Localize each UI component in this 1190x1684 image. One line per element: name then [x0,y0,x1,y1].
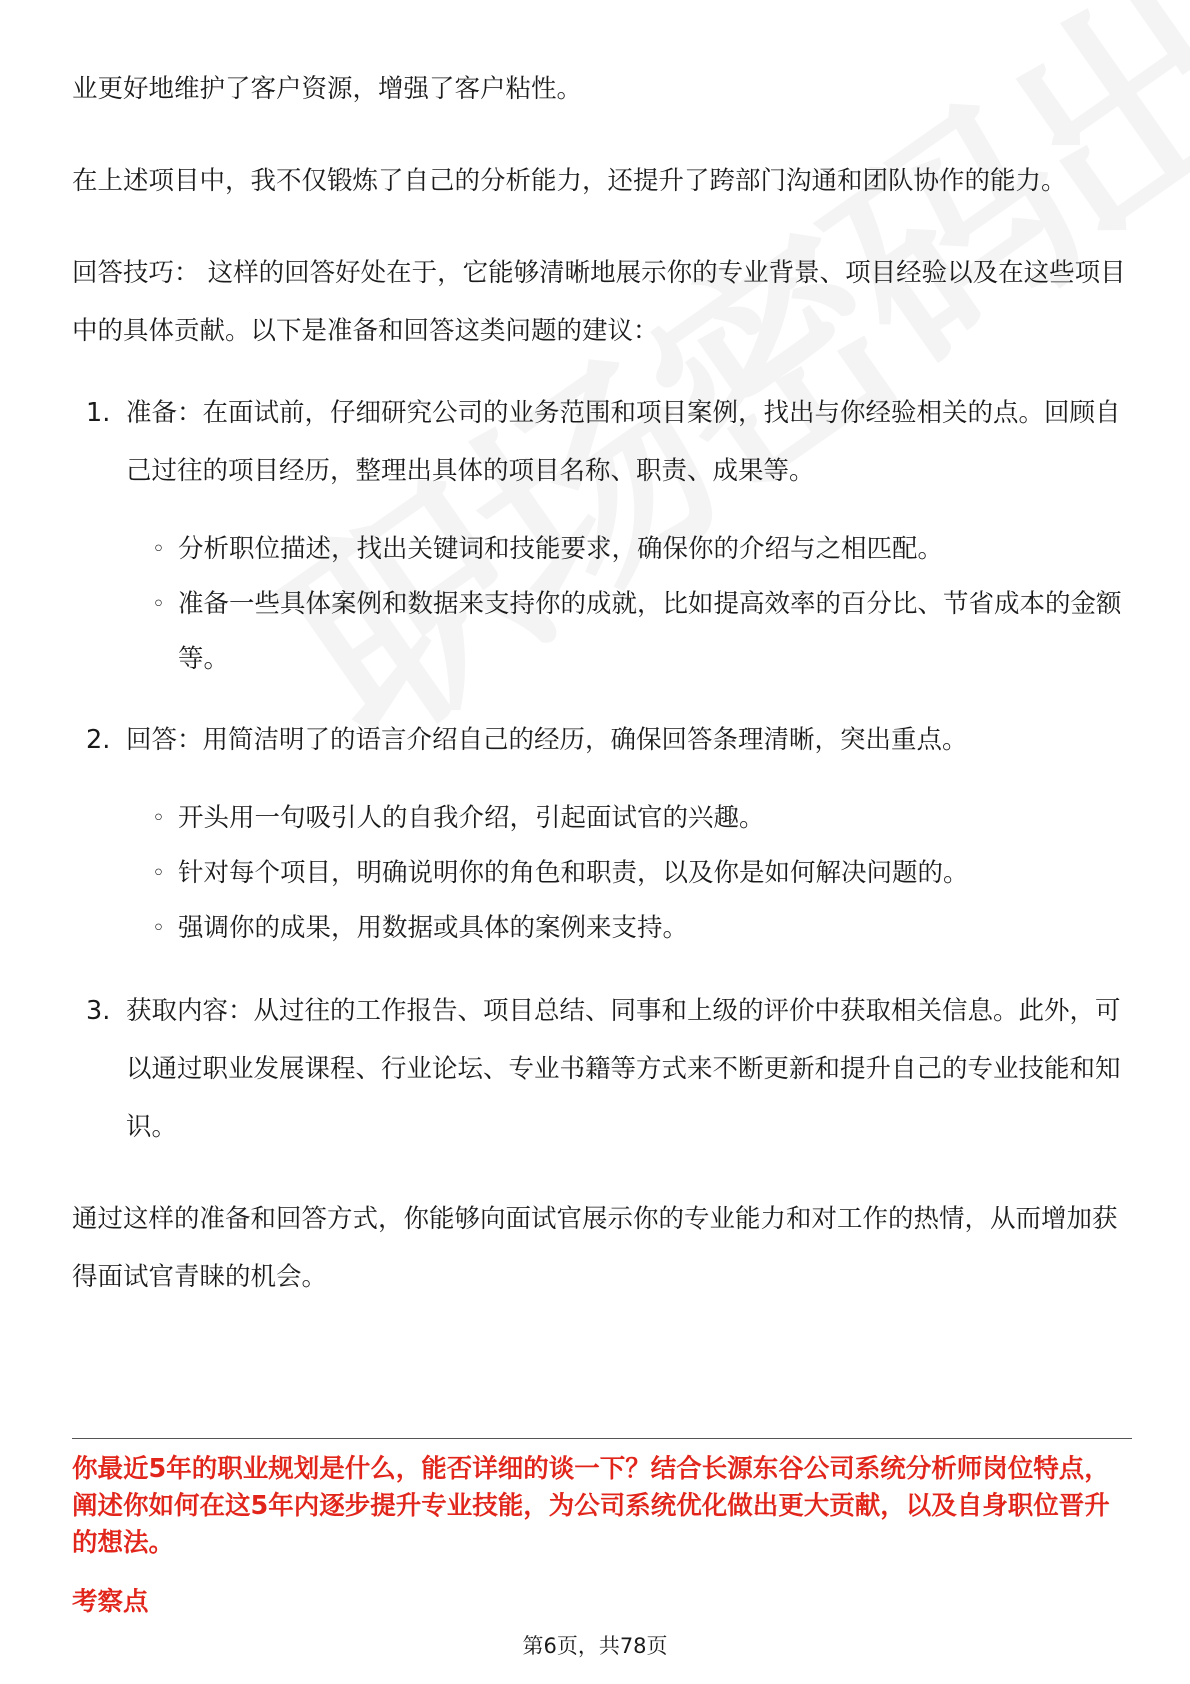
list-item-text: 开头用一句吸引人的自我介绍，引起面试官的兴趣。 [178,803,765,833]
answer-tips-paragraph: 回答技巧： 这样的回答好处在于，它能够清晰地展示你的专业背景、项目经验以及在这些项目中的具体贡献。以下是准备和回答这类问题的建议： [72,258,1126,346]
section-divider [72,1438,1132,1439]
sub-bullets [72,791,1132,956]
answer-body [72,60,1132,1306]
bullet-icon: ◦ [152,592,165,617]
list-number: 1. [86,398,111,428]
list-number: 3. [86,996,111,1026]
list-number: 2. [86,725,111,755]
list-item-text: 回答：用简洁明了的语言介绍自己的经历，确保回答条理清晰，突出重点。 [126,725,968,755]
list-item [72,577,1132,687]
bullet-icon: ◦ [152,916,165,941]
bullet-icon: ◦ [152,806,165,831]
sub-bullets [72,522,1132,687]
list-item [72,384,1132,500]
list-item [72,522,1132,577]
steps-list [72,384,1132,1156]
list-item-text: 准备：在面试前，仔细研究公司的业务范围和项目案例，找出与你经验相关的点。回顾自己过往的项目经历，整理出具体的项目名称、职责、成果等。 [126,398,1121,486]
paragraph: 在上述项目中，我不仅锻炼了自己的分析能力，还提升了跨部门沟通和团队协作的能力。 [72,166,1067,196]
list-item-text: 强调你的成果，用数据或具体的案例来支持。 [178,913,689,943]
list-item [72,791,1132,846]
list-item [72,901,1132,956]
list-item [72,846,1132,901]
list-item-text: 准备一些具体案例和数据来支持你的成就，比如提高效率的百分比、节省成本的金额等。 [178,589,1122,674]
bullet-icon: ◦ [152,537,165,562]
list-item-text: 针对每个项目，明确说明你的角色和职责，以及你是如何解决问题的。 [178,858,969,888]
interview-question: 你最近5年的职业规划是什么，能否详细的谈一下？结合长源东谷公司系统分析师岗位特点，阐述你如何在这5年内逐步提升专业技能，为公司系统优化做出更大贡献，以及自身职位晋升的想法。 [72,1454,1110,1558]
list-item-text: 获取内容：从过往的工作报告、项目总结、同事和上级的评价中获取相关信息。此外，可以通过职业发展课程、行业论坛、专业书籍等方式来不断更新和提升自己的专业技能和知识。 [126,996,1121,1142]
list-item-text: 分析职位描述，找出关键词和技能要求，确保你的介绍与之相匹配。 [178,534,944,564]
list-item [72,711,1132,769]
paragraph: 业更好地维护了客户资源，增强了客户粘性。 [72,74,583,104]
bullet-icon: ◦ [152,861,165,886]
list-item [72,982,1132,1156]
page-footer: 第6页，共78页 [522,1634,668,1658]
section-heading: 考察点 [72,1587,149,1617]
conclusion-paragraph: 通过这样的准备和回答方式，你能够向面试官展示你的专业能力和对工作的热情，从而增加获得面试官青睐的机会。 [72,1204,1118,1292]
